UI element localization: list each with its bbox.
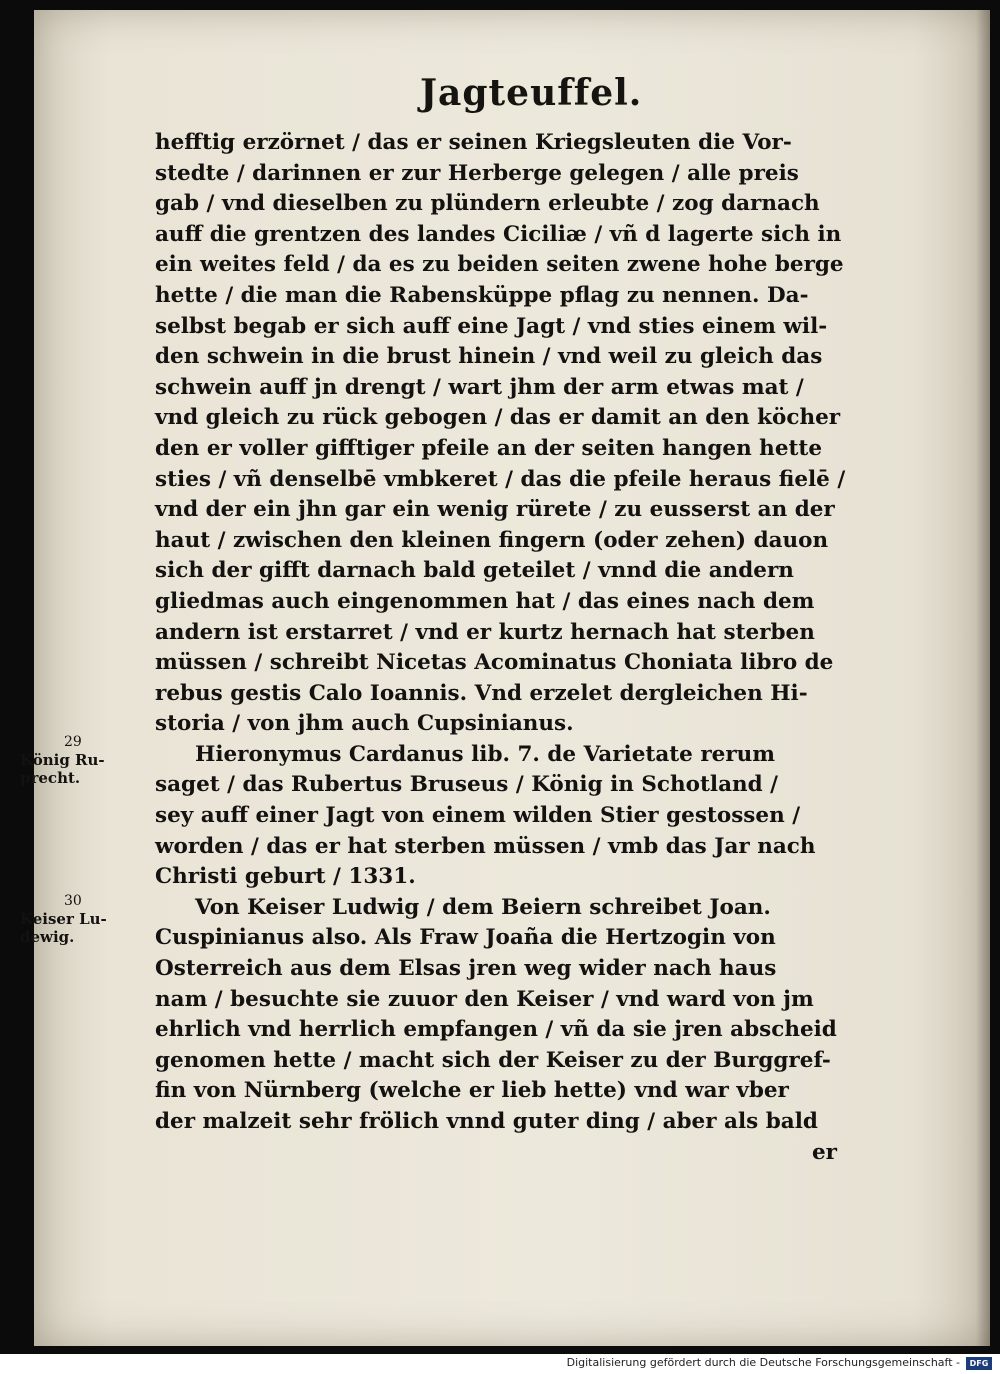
text-line: müssen / schreibt Nicetas Acominatus Choniata libro de (155, 650, 834, 676)
text-line: genomen hette / macht sich der Keiser zu der Burggref- (155, 1047, 831, 1073)
body-text (155, 128, 890, 1138)
text-line: der malzeit sehr frölich vnnd guter ding / aber als bald (155, 1109, 818, 1134)
text-line: hette / die man die Rabensküppe pflag zu nennen. Da- (155, 282, 809, 308)
footer-credit: Digitalisierung gefördert durch die Deutsche Forschungsgemeinschaft - (566, 1356, 960, 1369)
text-line: schwein auff jn drengt / wart jhm der arm etwas mat / (155, 374, 804, 400)
footer-bar (0, 1354, 1000, 1374)
margin-note-number: 29 (64, 734, 82, 750)
text-line: nam / besuchte sie zuuor den Keiser / vnd ward von jm (155, 986, 814, 1012)
text-line: sich der gifft darnach bald geteilet / vnnd die andern (155, 558, 794, 584)
margin-note-line: dewig. (20, 928, 75, 946)
text-line: den schwein in die brust hinein / vnd weil zu gleich das (155, 344, 823, 370)
text-line: Hieronymus Cardanus lib. 7. de Varietate rerum (195, 741, 776, 767)
text-line: rebus gestis Calo Ioannis. Vnd erzelet dergleichen Hi- (155, 680, 808, 706)
text-line: andern ist erstarret / vnd er kurtz hernach hat sterben (155, 619, 815, 645)
text-line: Christi geburt / 1331. (155, 864, 416, 890)
margin-note-line: König Ru- (20, 751, 105, 769)
text-line: ehrlich vnd herrlich empfangen / vñ da sie jren abscheid (155, 1017, 837, 1043)
text-line: selbst begab er sich auff eine Jagt / vnd sties einem wil- (155, 313, 828, 339)
dfg-logo-icon: DFG (966, 1357, 992, 1370)
text-line: ein weites feld / da es zu beiden seiten zwene hohe berge (155, 252, 844, 278)
text-line: worden / das er hat sterben müssen / vmb das Jar nach (155, 833, 816, 859)
text-line: sties / vñ denselbē vmbkeret / das die pfeile heraus fielē / (155, 466, 846, 492)
text-line: gliedmas auch eingenommen hat / das eines nach dem (155, 588, 815, 614)
margin-note-line: precht. (20, 769, 81, 787)
text-line: Osterreich aus dem Elsas jren weg wider nach haus (155, 956, 777, 982)
text-line: den er voller gifftiger pfeile an der seiten hangen hette (155, 435, 823, 461)
text-line: hefftig erzörnet / das er seinen Kriegsleuten die Vor- (155, 130, 792, 155)
text-line: vnd gleich zu rück gebogen / das er damit an den köcher (155, 405, 841, 431)
text-line: sey auff einer Jagt von einem wilden Stier gestossen / (155, 803, 801, 829)
text-line: storia / von jhm auch Cupsinianus. (155, 711, 574, 737)
margin-note-29 (20, 733, 152, 787)
margin-note-line: Keiser Lu- (20, 910, 107, 928)
catchword: er (812, 1140, 838, 1165)
text-line: haut / zwischen den kleinen fingern (oder zehen) dauon (155, 527, 829, 553)
margin-note-number: 30 (64, 893, 82, 909)
text-line: saget / das Rubertus Bruseus / König in Schotland / (155, 772, 778, 798)
text-line: auff die grentzen des landes Ciciliæ / vñ d lagerte sich in (155, 221, 842, 247)
page-edge-shadow (976, 10, 990, 1346)
text-line: vnd der ein jhn gar ein wenig rürete / zu eusserst an der (155, 497, 835, 523)
margin-note-30 (20, 892, 152, 946)
text-line: gab / vnd dieselben zu plündern erleubte / zog darnach (155, 191, 820, 217)
text-line: fin von Nürnberg (welche er lieb hette) vnd war vber (155, 1078, 789, 1104)
text-line: stedte / darinnen er zur Herberge gelegen / alle preis (155, 160, 799, 186)
running-title: Jagteuffel. (420, 72, 643, 114)
text-line: Von Keiser Ludwig / dem Beiern schreibet Joan. (195, 894, 771, 920)
text-line: Cuspinianus also. Als Fraw Joañа die Hertzogin von (155, 925, 776, 951)
